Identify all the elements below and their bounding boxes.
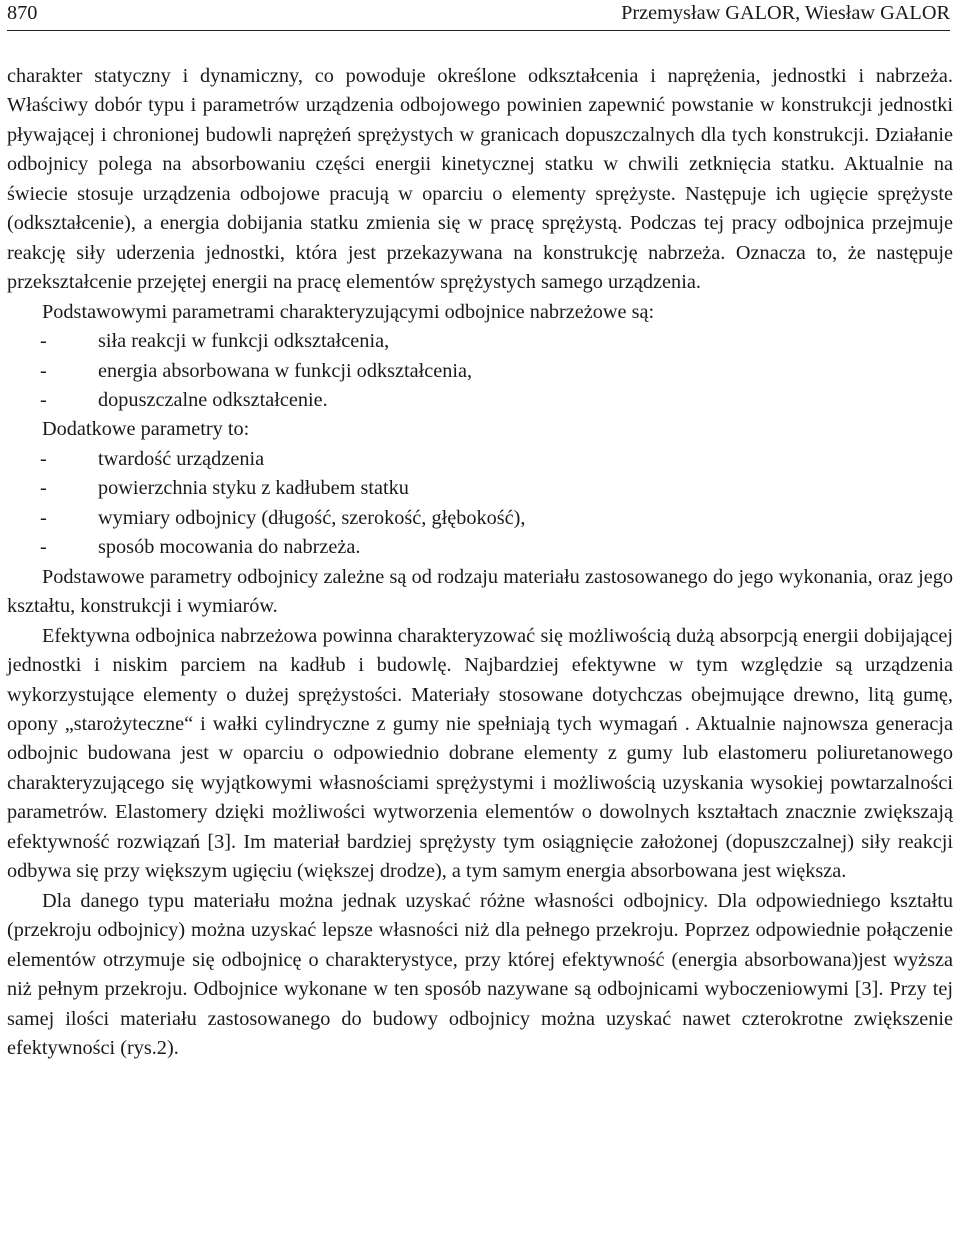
list-dash: - — [40, 536, 47, 559]
list-item-text: energia absorbowana w funkcji odkształcenia, — [98, 359, 473, 382]
list-item — [7, 533, 953, 562]
list-item-text: dopuszczalne odkształcenie. — [98, 388, 328, 411]
list-dash: - — [40, 359, 47, 382]
paragraph-basic-params-intro: Podstawowymi parametrami charakteryzującymi odbojnice nabrzeżowe są: — [42, 300, 655, 323]
list-dash: - — [40, 388, 47, 411]
list-item-text: sposób mocowania do nabrzeża. — [98, 536, 361, 559]
list-dash: - — [40, 477, 47, 500]
running-header-authors: Przemysław GALOR, Wiesław GALOR — [621, 2, 950, 24]
list-item — [7, 357, 953, 386]
paragraph-5: Efektywna odbojnica nabrzeżowa powinna charakteryzować się możliwością dużą absorpcją energii dobijającej jednostki i niskim parciem na kadłub i budowlę. Najbardziej efektywne w tym względzie są urządzenia wykorzystujące elementy o dużej sprężystości. Materiały stosowane dotychczas obejmujące drewno, litą gumę, opony „starożyteczne“ i wałki cylindryczne z gumy nie spełniają tych wymagań . Aktualnie najnowsza generacja odbojnic budowana jest w oparciu o odpowiednio dobrane elementy z gumy lub elastomeru poliuretanowego charakteryzującego się wyjątkowymi własnościami sprężystymi i możliwością uzyskania wysokiej powtarzalności parametrów. Elastomery dzięki możliwości wytworzenia elementów o dowolnych kształtach znacznie zwiększają efektywność rozwiązań [3]. Im materiał bardziej sprężysty tym osiągnięcie założonej (dopuszczalnej) siły reakcji odbywa się przy większym ugięciu (większej drodze), a tym samym energia absorbowana jest większa. — [7, 624, 953, 883]
basic-params-list — [7, 327, 953, 415]
list-item — [7, 445, 953, 474]
list-item — [7, 386, 953, 415]
paragraph-additional-params-intro: Dodatkowe parametry to: — [42, 418, 250, 441]
list-dash: - — [40, 330, 47, 353]
list-dash: - — [40, 506, 47, 529]
list-dash: - — [40, 447, 47, 470]
page-number: 870 — [7, 2, 38, 24]
list-item — [7, 327, 953, 356]
paragraph-6: Dla danego typu materiału można jednak uzyskać różne własności odbojnicy. Dla odpowiedniego kształtu (przekroju odbojnicy) można uzyskać lepsze własności niż dla pełnego przekroju. Poprzez odpowiednie połączenie elementów otrzymuje się odbojnicę o charakterystyce, przy której efektywność (energia absorbowana)jest wyższa niż pełnym przekroju. Odbojnice wykonane w ten sposób nazywane są odbojnicami wyboczeniowymi [3]. Przy tej samej ilości materiału zastosowanego do budowy odbojnicy można uzyskać nawet czterokrotne zwiększenie efektywności (rys.2). — [7, 889, 953, 1059]
page-header — [7, 0, 950, 31]
additional-params-list — [7, 445, 953, 563]
list-item-text: twardość urządzenia — [98, 447, 265, 470]
list-item-text: powierzchnia styku z kadłubem statku — [98, 477, 409, 500]
paragraph-1: charakter statyczny i dynamiczny, co powoduje określone odkształcenia i naprężenia, jednostki i nabrzeża. Właściwy dobór typu i parametrów urządzenia odbojowego powinien zapewnić powstanie w konstrukcji jednostki pływającej i chronionej budowli naprężeń sprężystych w granicach dopuszczalnych dla tych konstrukcji. Działanie odbojnicy polega na absorbowaniu części energii kinetycznej statku w chwili zetknięcia statku. Aktualnie na świecie stosuje urządzenia odbojowe pracują w oparciu o elementy sprężyste. Następuje ich ugięcie sprężyste (odkształcenie), a energia dobijania statku zmienia się w pracę sprężystą. Podczas tej pracy odbojnica przejmuje reakcję siły uderzenia jednostki, która jest przekazywana na konstrukcję nabrzeża. Oznacza to, że następuje przekształcenie przejętej energii na pracę elementów sprężystych samego urządzenia. — [7, 65, 953, 294]
list-item-text: wymiary odbojnicy (długość, szerokość, głębokość), — [98, 506, 526, 529]
body-text — [7, 62, 953, 1063]
list-item — [7, 474, 953, 503]
paragraph-4: Podstawowe parametry odbojnicy zależne są od rodzaju materiału zastosowanego do jego wykonania, oraz jego kształtu, konstrukcji i wymiarów. — [7, 565, 953, 618]
list-item-text: siła reakcji w funkcji odkształcenia, — [98, 330, 390, 353]
list-item — [7, 504, 953, 533]
